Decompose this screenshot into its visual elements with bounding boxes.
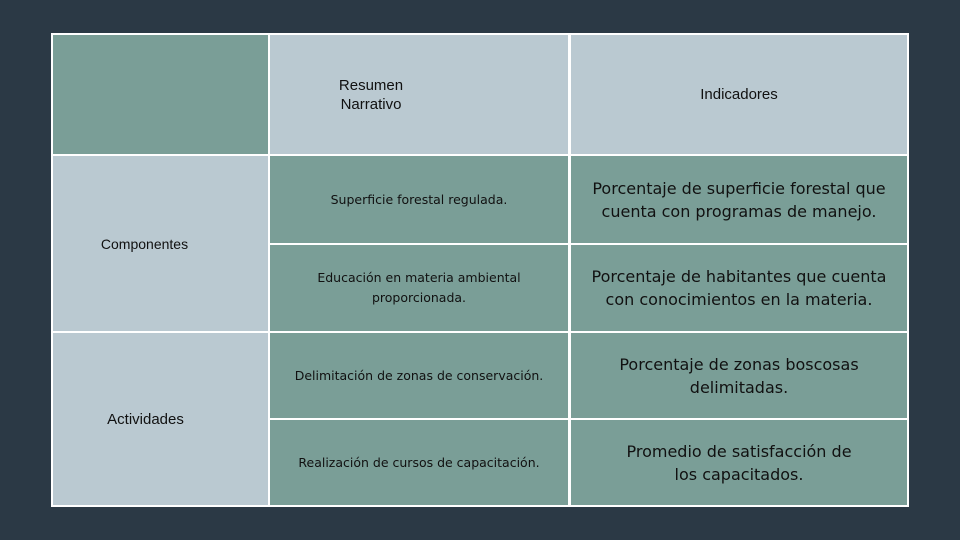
indicator-text: Porcentaje de zonas boscosas delimitadas. — [619, 354, 859, 397]
indicator-cell — [571, 245, 907, 331]
header-summary-cell — [270, 35, 568, 154]
summary-cell — [270, 156, 568, 243]
group-label-componentes — [53, 156, 268, 331]
indicator-text: Promedio de satisfacción de los capacitados. — [626, 441, 852, 484]
group-label-text: Actividades — [107, 410, 184, 428]
header-indicators-label: Indicadores — [700, 86, 778, 103]
indicator-text: Porcentaje de habitantes que cuenta con conocimientos en la materia. — [591, 267, 887, 309]
summary-cell — [270, 245, 568, 331]
header-corner-cell — [53, 35, 268, 154]
summary-cell — [270, 420, 568, 505]
header-indicators-cell — [571, 35, 907, 154]
indicator-text: Porcentaje de superficie forestal que cuenta con programas de manejo. — [592, 178, 886, 221]
indicator-cell — [571, 156, 907, 243]
group-label-actividades — [53, 333, 268, 505]
group-label-text: Componentes — [100, 235, 189, 252]
indicator-cell — [571, 333, 907, 418]
summary-text: Realización de cursos de capacitación. — [298, 454, 540, 470]
indicator-cell — [571, 420, 907, 505]
summary-text: Superficie forestal regulada. — [330, 191, 508, 207]
summary-cell — [270, 333, 568, 418]
summary-text: Educación en materia ambiental proporcionada. — [317, 270, 521, 305]
summary-text: Delimitación de zonas de conservación. — [294, 367, 544, 383]
logical-framework-table — [51, 33, 909, 507]
header-summary-label: Resumen Narrativo — [338, 76, 404, 113]
